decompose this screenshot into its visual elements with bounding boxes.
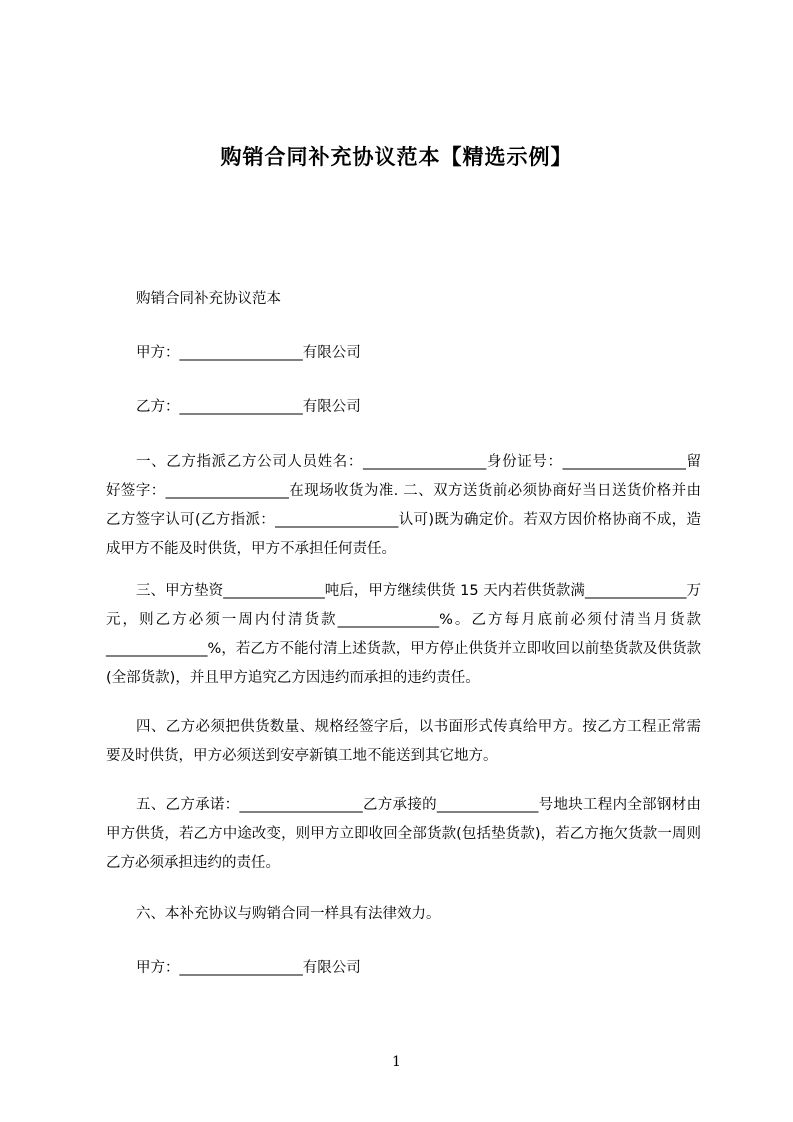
clause-3: 三、甲方垫资______________吨后，甲方继续供货 15 天内若供货款满______________万元，则乙方必须一周内付清货款______________%。乙方每月底前必须付清当月货款______________%，若乙方不能付清上述货款，甲方停止供货并立即收回以前垫货款及供货款(全部货款)，并且甲方追究乙方因违约而承担的违约责任。 [106, 583, 701, 686]
clause-4: 四、乙方必须把供货数量、规格经签字后，以书面形式传真给甲方。按乙方工程正常需要及时供货，甲方必须送到安亭新镇工地不能送到其它地方。 [106, 719, 701, 764]
page-number: 1 [392, 1054, 401, 1070]
party-a-sign-line: 甲方：_________________有限公司 [136, 960, 361, 976]
document-subtitle: 购销合同补充协议范本 [136, 291, 281, 307]
document-title: 购销合同补充协议范本【精选示例】 [220, 145, 573, 169]
party-a-line: 甲方：_________________有限公司 [136, 345, 361, 361]
clause-5: 五、乙方承诺：_________________乙方承接的______________号地块工程内全部钢材由甲方供货，若乙方中途改变，则甲方立即收回全部货款(包括垫货款)，若乙方拖欠货款一周则乙方必须承担违约的责任。 [106, 797, 701, 871]
clause-1-2: 一、乙方指派乙方公司人员姓名：_________________身份证号：_________________留好签字：_________________在现场收货为准. 二、双方送货前必须协商好当日送货价格并由乙方签字认可(乙方指派：_________________认可)既为确定价。若双方因价格协商不成，造成甲方不能及时供货，甲方不承担任何责任。 [106, 454, 701, 557]
party-b-line: 乙方：_________________有限公司 [136, 399, 361, 415]
clause-6: 六、本补充协议与购销合同一样具有法律效力。 [136, 906, 441, 922]
